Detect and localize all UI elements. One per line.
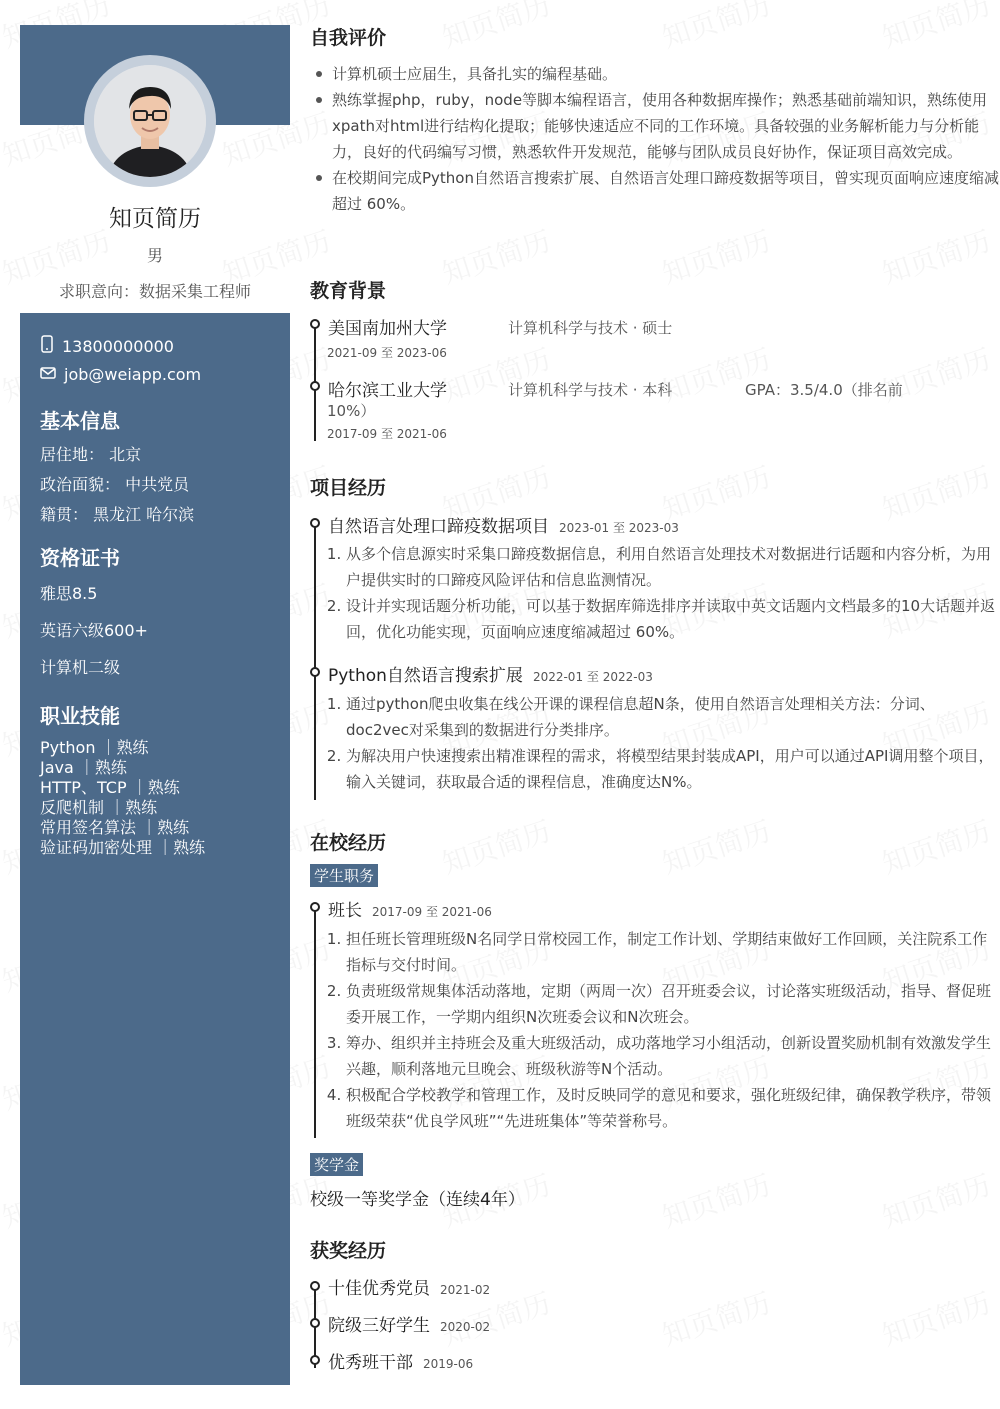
- school-date: 2021-09 至 2023-06: [327, 346, 447, 360]
- campus-heading: 在校经历: [310, 832, 387, 854]
- candidate-name: 知页简历: [109, 206, 201, 232]
- project-date: 2023-01 至 2023-03: [559, 521, 679, 535]
- watermark-text: [657, 0, 776, 56]
- self-eval-item: 熟练掌握php，ruby，node等脚本编程语言，使用各种数据库操作；熟悉基础前端知识，熟练使用xpath对html进行结构化提取；能够快速适应不同的工作环境。具备较强的业务解析能力与分析能力，良好的代码编写习惯，熟悉软件开发规范，能够与团队成员良好协作，保证项目高效完成。: [332, 87, 1000, 165]
- school-major: 计算机科学与技术 · 硕士: [508, 319, 673, 337]
- timeline-dot: [310, 667, 320, 677]
- role-points: [328, 926, 996, 1134]
- project-points: [328, 691, 996, 795]
- award-name: 院级三好学生: [328, 1316, 430, 1336]
- watermark-text: [437, 0, 556, 56]
- self-eval-heading: 自我评价: [310, 27, 387, 49]
- project-name: Python自然语言搜索扩展: [328, 666, 523, 686]
- project-name: 自然语言处理口蹄疫数据项目: [328, 517, 549, 537]
- timeline-dot: [310, 518, 320, 528]
- timeline-dot: [310, 1318, 320, 1328]
- project-title: [328, 512, 679, 537]
- watermark-text: [877, 220, 996, 293]
- avatar: [84, 55, 216, 187]
- phone-number[interactable]: 13800000000: [62, 336, 174, 356]
- skill-item: HTTP、TCP ｜熟练: [40, 778, 180, 797]
- skill-item: Java ｜熟练: [40, 758, 127, 777]
- skill-item: Python ｜熟练: [40, 738, 149, 757]
- email-address[interactable]: job@weiapp.com: [64, 365, 202, 384]
- award-name: 十佳优秀党员: [328, 1279, 430, 1299]
- watermark-text: [877, 1164, 996, 1237]
- role-date: 2017-09 至 2021-06: [372, 905, 492, 919]
- watermark-text: [877, 0, 996, 56]
- award-item: [328, 1274, 490, 1299]
- award-name: 优秀班干部: [328, 1353, 413, 1373]
- timeline-dot: [310, 1355, 320, 1365]
- school-name: 美国南加州大学: [328, 319, 447, 339]
- role-point: 4. 积极配合学校教学和管理工作，及时反映同学的意见和要求，强化班级纪律，确保教学秩序，带领班级荣获“优良学风班”“先进班集体”等荣誉称号。: [346, 1082, 996, 1134]
- projects-heading: 项目经历: [310, 477, 387, 499]
- political-status: 政治面貌： 中共党员: [40, 475, 190, 494]
- role-point: 2. 负责班级常规集体活动落地，定期（两周一次）召开班委会议，讨论落实班级活动，指导、督促班委开展工作，一学期内组织N次班委会议和N次班会。: [346, 978, 996, 1030]
- certificate-item: 雅思8.5: [40, 584, 98, 603]
- watermark-text: [437, 810, 556, 883]
- avatar-photo: [94, 65, 206, 177]
- role-name: 班长: [328, 901, 362, 921]
- certificates-heading: 资格证书: [40, 546, 120, 570]
- phone-icon: [40, 335, 54, 357]
- timeline-dot: [310, 902, 320, 912]
- sidebar: [20, 313, 290, 1385]
- basic-info-heading: 基本信息: [40, 409, 120, 433]
- residence: 居住地： 北京: [40, 445, 142, 464]
- watermark-text: [877, 810, 996, 883]
- email-row: [40, 365, 201, 384]
- self-eval-item: 计算机硕士应届生，具备扎实的编程基础。: [332, 61, 1000, 87]
- award-date: 2021-02: [440, 1283, 491, 1297]
- student-role-tag: 学生职务: [310, 864, 378, 887]
- watermark-text: [877, 1282, 996, 1355]
- school-gpa-continued: 10%）: [327, 402, 376, 420]
- skills-heading: 职业技能: [40, 704, 120, 728]
- scholarship-tag: 奖学金: [310, 1153, 363, 1176]
- award-date: 2019-06: [423, 1357, 474, 1371]
- phone-row: [40, 335, 174, 357]
- watermark-text: [877, 456, 996, 529]
- project-point: 1. 通过python爬虫收集在线公开课的课程信息超N条，使用自然语言处理相关方法：分词、doc2vec对采集到的数据进行分类排序。: [346, 691, 996, 743]
- role-point: 3. 筹办、组织并主持班会及重大班级活动，成功落地学习小组活动，创新设置奖励机制有效激发学生兴趣，顺利落地元旦晚会、班级秋游等N个活动。: [346, 1030, 996, 1082]
- award-date: 2020-02: [440, 1320, 491, 1334]
- award-item: [328, 1348, 473, 1373]
- job-intent: 求职意向：数据采集工程师: [58, 282, 251, 301]
- skills-list: [40, 738, 205, 858]
- certificate-item: 计算机二级: [40, 658, 121, 677]
- school-name: 哈尔滨工业大学: [328, 381, 447, 401]
- education-heading: 教育背景: [310, 280, 387, 302]
- project-point: 2. 为解决用户快速搜索出精准课程的需求，将模型结果封装成API，用户可以通过API调用整个项目，输入关键词，获取最合适的课程信息，准确度达N%。: [346, 743, 996, 795]
- skill-item: 验证码加密处理 ｜熟练: [40, 838, 206, 857]
- school-major: 计算机科学与技术 · 本科: [508, 381, 673, 399]
- skill-item: 反爬机制 ｜熟练: [40, 798, 158, 817]
- awards-heading: 获奖经历: [310, 1240, 387, 1262]
- watermark-text: [657, 1164, 776, 1237]
- watermark-text: [657, 1282, 776, 1355]
- scholarship: 校级一等奖学金（连续4年）: [310, 1190, 525, 1210]
- timeline-dot: [310, 381, 320, 391]
- watermark-text: [437, 220, 556, 293]
- mail-icon: [40, 365, 56, 384]
- timeline-dot: [310, 319, 320, 329]
- skill-item: 常用签名算法 ｜熟练: [40, 818, 190, 837]
- certificate-item: 英语六级600+: [40, 621, 148, 640]
- project-date: 2022-01 至 2022-03: [532, 670, 653, 684]
- watermark-text: [657, 220, 776, 293]
- native-place: 籍贯： 黑龙江 哈尔滨: [40, 505, 195, 524]
- watermark-text: [657, 810, 776, 883]
- award-item: [328, 1311, 490, 1336]
- projects-timeline: [314, 522, 316, 800]
- school-gpa: GPA：3.5/4.0（排名前: [745, 381, 903, 399]
- self-eval-item: 在校期间完成Python自然语言搜索扩展、自然语言处理口蹄疫数据等项目，曾实现页面响应速度缩减超过 60%。: [332, 165, 1000, 217]
- timeline-dot: [310, 1281, 320, 1291]
- project-point: 2. 设计并实现话题分析功能，可以基于数据库筛选排序并读取中英文话题内文档最多的10大话题并返回，优化功能实现，页面响应速度缩减超过 60%。: [346, 593, 996, 645]
- school-date: 2017-09 至 2021-06: [327, 427, 447, 441]
- campus-timeline: [314, 906, 316, 1138]
- project-points: [328, 541, 996, 645]
- project-title: [328, 661, 653, 686]
- self-eval-list: [310, 61, 1000, 217]
- candidate-gender: 男: [146, 246, 163, 265]
- role-title: [328, 896, 492, 921]
- role-point: 1. 担任班长管理班级N名同学日常校园工作，制定工作计划、学期结束做好工作回顾，关注院系工作指标与交付时间。: [346, 926, 996, 978]
- project-point: 1. 从多个信息源实时采集口蹄疫数据信息，利用自然语言处理技术对数据进行话题和内容分析，为用户提供实时的口蹄疫风险评估和信息监测情况。: [346, 541, 996, 593]
